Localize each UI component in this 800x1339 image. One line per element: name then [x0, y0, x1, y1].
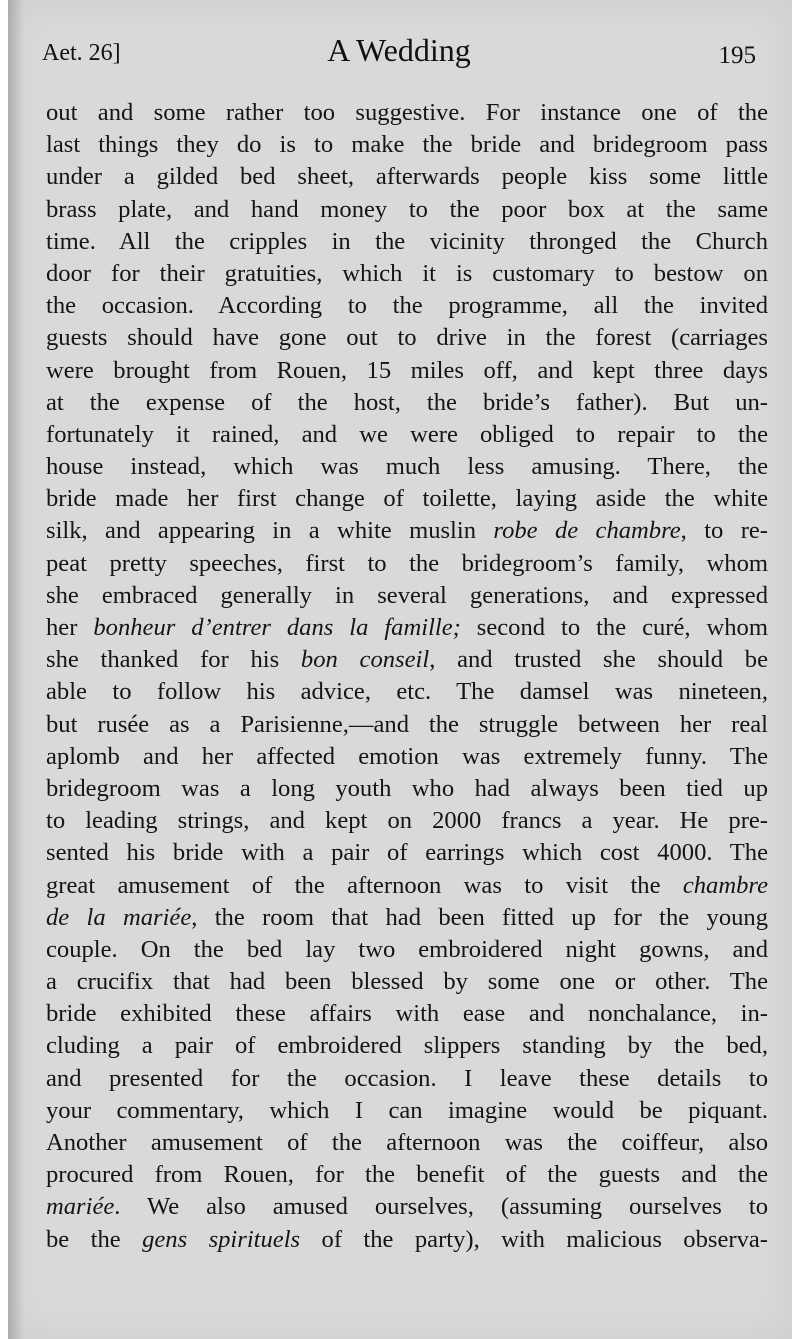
- text-line: [46, 194, 768, 226]
- text-line: [46, 612, 768, 644]
- text-run: aplomb and her affected emotion was extremely funny. The: [46, 742, 768, 770]
- text-line: [46, 161, 768, 193]
- text-run: time. All the cripples in the vicinity thronged the Church: [46, 227, 768, 255]
- text-run: silk, and appearing in a white muslin: [46, 517, 494, 545]
- text-line: [46, 1127, 768, 1159]
- text-run: great amusement of the afternoon was to visit the: [46, 871, 683, 899]
- text-line: [46, 966, 768, 998]
- text-line: [46, 837, 768, 869]
- text-run: couple. On the bed lay two embroidered night gowns, and: [46, 935, 768, 963]
- italic-phrase: gens spirituels: [142, 1225, 301, 1253]
- italic-phrase: mariée: [46, 1193, 115, 1221]
- text-run: , to re-: [680, 517, 768, 545]
- text-run: . We also amused ourselves, (assuming ourselves to: [114, 1193, 768, 1221]
- text-run: guests should have gone out to drive in the forest (carriages: [46, 324, 768, 352]
- text-line: [46, 805, 768, 837]
- text-run: but rusée as a Parisienne,—and the struggle between her real: [46, 710, 768, 738]
- text-line: [46, 258, 768, 290]
- text-run: under a gilded bed sheet, afterwards people kiss some little: [46, 163, 768, 191]
- text-run: she thanked for his: [46, 646, 301, 674]
- text-run: , and trusted she should be: [429, 646, 769, 674]
- text-line: [46, 129, 768, 161]
- text-run: able to follow his advice, etc. The damsel was nineteen,: [46, 678, 768, 706]
- text-run: bride made her first change of toilette, laying aside the white: [46, 485, 768, 513]
- text-line: [46, 1063, 768, 1095]
- text-run: she embraced generally in several generations, and expressed: [46, 581, 768, 609]
- text-line: [46, 1159, 768, 1191]
- text-line: [46, 515, 768, 547]
- text-run: to leading strings, and kept on 2000 francs a year. He pre-: [46, 807, 768, 835]
- body-text: [46, 97, 768, 1256]
- italic-phrase: bonheur d’entrer dans la famille;: [93, 614, 461, 641]
- text-line: [46, 451, 768, 483]
- italic-phrase: chambre: [682, 871, 768, 899]
- text-run: at the expense of the host, the bride’s father). But un-: [46, 388, 768, 416]
- text-line: [46, 548, 768, 580]
- text-run: were brought from Rouen, 15 miles off, and kept three days: [46, 356, 768, 384]
- chapter-title: A Wedding: [327, 32, 471, 68]
- text-line: [46, 355, 768, 387]
- text-run: cluding a pair of embroidered slippers standing by the bed,: [46, 1032, 768, 1060]
- text-run: a crucifix that had been blessed by some one or other. The: [46, 968, 768, 996]
- text-run: brass plate, and hand money to the poor box at the same: [46, 195, 768, 223]
- text-line: [46, 998, 768, 1030]
- text-line: [46, 580, 768, 612]
- text-line: [46, 741, 768, 773]
- text-run: your commentary, which I can imagine would be piquant.: [46, 1096, 768, 1124]
- text-line: [46, 1191, 768, 1223]
- text-run: the occasion. According to the programme, all the invited: [46, 292, 768, 320]
- page-gutter-shadow: [8, 0, 24, 1339]
- text-run: her: [46, 614, 94, 641]
- header-age-note: Aet. 26]: [42, 40, 121, 66]
- text-line: [46, 1224, 768, 1256]
- text-line: [46, 902, 768, 934]
- text-line: [46, 870, 768, 902]
- italic-phrase: de la mariée: [46, 903, 192, 931]
- text-run: house instead, which was much less amusing. There, the: [46, 453, 768, 481]
- text-line: [46, 226, 768, 258]
- text-line: [46, 97, 768, 129]
- text-line: [46, 483, 768, 515]
- text-run: door for their gratuities, which it is customary to bestow on: [46, 259, 768, 287]
- text-line: [46, 387, 768, 419]
- text-run: procured from Rouen, for the benefit of the guests and the: [46, 1161, 768, 1189]
- text-run: and presented for the occasion. I leave these details to: [46, 1064, 768, 1092]
- book-page: [8, 0, 792, 1339]
- italic-phrase: bon conseil: [300, 646, 430, 674]
- text-line: [46, 1095, 768, 1127]
- page-number: 195: [718, 42, 756, 69]
- text-line: [46, 934, 768, 966]
- text-line: [46, 676, 768, 708]
- text-run: last things they do is to make the bride and bridegroom pass: [46, 131, 768, 159]
- italic-phrase: robe de chambre: [493, 517, 681, 545]
- text-run: bridegroom was a long youth who had always been tied up: [46, 774, 768, 802]
- text-line: [46, 419, 768, 451]
- running-header: [42, 26, 756, 76]
- text-run: fortunately it rained, and we were obliged to repair to the: [46, 420, 768, 448]
- text-run: Another amusement of the afternoon was the coiffeur, also: [46, 1129, 768, 1156]
- text-run: sented his bride with a pair of earrings which cost 4000. The: [46, 839, 768, 867]
- text-run: be the: [46, 1225, 143, 1253]
- text-line: [46, 1030, 768, 1062]
- text-line: [46, 709, 768, 741]
- text-run: out and some rather too suggestive. For instance one of the: [46, 99, 768, 126]
- text-run: peat pretty speeches, first to the bridegroom’s family, whom: [46, 549, 768, 577]
- text-run: bride exhibited these affairs with ease and nonchalance, in-: [46, 1000, 768, 1028]
- text-line: [46, 644, 768, 676]
- text-line: [46, 322, 768, 354]
- text-run: of the party), with malicious observa-: [300, 1225, 768, 1253]
- text-line: [46, 773, 768, 805]
- text-run: , the room that had been fitted up for the young: [191, 903, 769, 931]
- text-run: second to the curé, whom: [460, 614, 768, 641]
- text-line: [46, 290, 768, 322]
